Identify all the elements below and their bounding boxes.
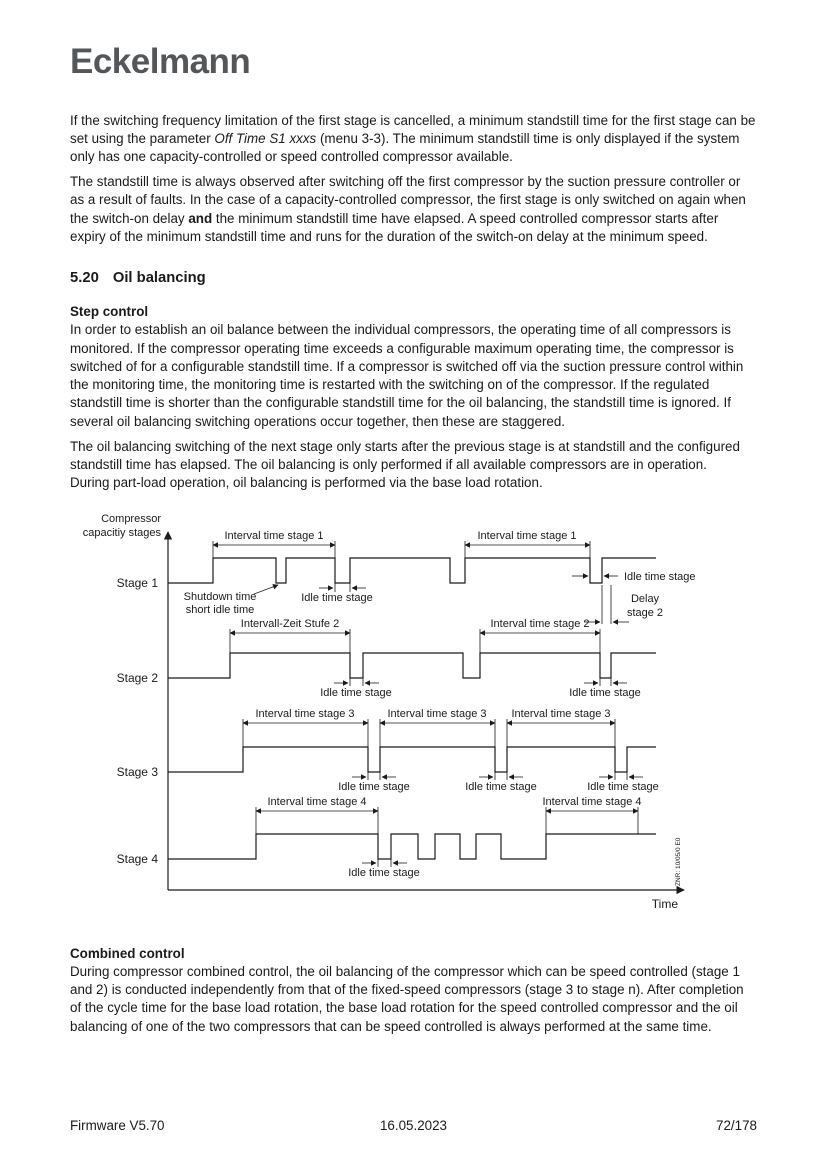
shutdown-label-line1: Shutdown time xyxy=(183,591,257,604)
interval-label-s4b: Interval time stage 4 xyxy=(542,796,642,809)
timing-diagram-svg xyxy=(78,510,723,925)
eckelmann-logo: Eckelmann xyxy=(70,42,251,81)
interval-label-s3c: Interval time stage 3 xyxy=(511,708,611,721)
stage-1-label: Stage 1 xyxy=(116,576,158,591)
step-control-paragraph-2: The oil balancing switching of the next stage only starts after the previous stage is at standstill and the configured standstill time has elapsed. The oil balancing is only performed if all available compressors are in operation. xyxy=(70,438,740,472)
intro-p2-post: the minimum standstill time have elapsed. A speed controlled compressor starts after expiry of the minimum standstill time and runs for the duration of the switch-on delay at the minimum speed. xyxy=(70,210,719,244)
stage-1-waveform xyxy=(168,558,656,583)
interval-label-s4a: Interval time stage 4 xyxy=(267,796,367,809)
stage-3-label: Stage 3 xyxy=(116,765,158,780)
section-title: Oil balancing xyxy=(112,270,206,287)
stage-3-track xyxy=(168,708,659,793)
idle-label-s3c: Idle time stage xyxy=(587,781,659,794)
combined-control-paragraph: During compressor combined control, the oil balancing of the compressor which can be speed controlled (stage 1 and 2) is conducted independently from that of the fixed-speed compressors (stage 3 to stage n). After completion of the cycle time for the base load rotation, the base load rotation for the speed controlled compressor and the oil balancing of one of the two compressors that can be speed controlled is always performed at the same time. xyxy=(70,963,744,1034)
section-heading xyxy=(70,268,757,288)
interval-label-s2b: Interval time stage 2 xyxy=(490,618,590,631)
stage-3-waveform xyxy=(168,747,656,772)
oil-balancing-timing-diagram xyxy=(78,510,757,930)
intro-paragraph-2 xyxy=(70,173,757,246)
stage-4-label: Stage 4 xyxy=(116,852,158,867)
intro-paragraph-1 xyxy=(70,112,757,167)
step-control-paragraph-1: In order to establish an oil balance between the individual compressors, the operating time of all compressors is monitored. If the compressor operating time exceeds a configurable maximum operating time, the compressor is switched of for a configurable standstill time. If a compressor is switched off via the suction pressure control within the monitoring time, the monitoring time is restarted with the switching on of the compressor. If the regulated standstill time is shorter than the configurable standstill time for the oil balancing, the standstill time is ignored. If several oil balancing switching operations occur together, then these are staggered. xyxy=(70,322,744,429)
stage-2-label: Stage 2 xyxy=(116,671,158,686)
footer-page-number: 72/178 xyxy=(716,1118,757,1133)
interval-label-s1b: Interval time stage 1 xyxy=(477,530,577,543)
stage-2-track xyxy=(168,618,656,699)
y-axis-label-line2: capacitiy stages xyxy=(82,527,161,540)
stage-1-track xyxy=(168,530,696,624)
idle-label-s3b: Idle time stage xyxy=(465,781,537,794)
interval-label-s3a: Interval time stage 3 xyxy=(255,708,355,721)
idle-label-s2a: Idle time stage xyxy=(320,687,392,700)
stage-4-waveform xyxy=(168,834,656,859)
idle-label-s1a: Idle time stage xyxy=(301,592,373,605)
y-axis-label-line1: Compressor xyxy=(101,513,161,526)
footer-date: 16.05.2023 xyxy=(379,1118,448,1133)
shutdown-label-line2: short idle time xyxy=(185,604,255,617)
idle-label-s2b: Idle time stage xyxy=(569,687,641,700)
step-control-heading: Step control xyxy=(70,304,149,320)
stage-2-waveform xyxy=(168,653,656,678)
delay-label-line2: stage 2 xyxy=(626,607,664,620)
parameter-name: Off Time S1 xxxs xyxy=(214,130,317,146)
idle-label-s4a: Idle time stage xyxy=(348,867,420,880)
combined-control-heading: Combined control xyxy=(70,945,185,961)
page-footer xyxy=(0,1118,827,1133)
shutdown-pointer xyxy=(254,585,278,594)
interval-label-s2a: Intervall-Zeit Stufe 2 xyxy=(240,618,340,631)
intro-p1-post: (menu 3-3). The minimum standstill time is only displayed if the system only has one capacity-controlled or speed controlled compressor available. xyxy=(70,130,740,165)
interval-label-s3b: Interval time stage 3 xyxy=(387,708,487,721)
intro-p2-bold: and xyxy=(188,210,213,226)
drawing-number: ZNR: 10/05/0 E0 xyxy=(675,838,682,887)
idle-label-s1b: Idle time stage xyxy=(624,571,696,584)
intro-p1-pre: If the switching frequency limitation of the first stage is cancelled, a minimum standstill time for the first stage can be set using the parameter xyxy=(70,112,756,146)
idle-label-s3a: Idle time stage xyxy=(338,781,410,794)
x-axis-label: Time xyxy=(651,897,678,912)
section-number: 5.20 xyxy=(70,270,99,287)
interval-label-s1a: Interval time stage 1 xyxy=(224,530,324,543)
footer-firmware-version: Firmware V5.70 xyxy=(70,1118,165,1133)
step-control-paragraph-3: During part-load operation, oil balancing is performed via the base load rotation. xyxy=(70,475,543,491)
delay-label-line1: Delay xyxy=(630,593,660,606)
intro-p2-pre: The standstill time is always observed after switching off the first compressor by the suction pressure controller or as a result of faults. In the case of a capacity-controlled compressor, the first stage is only switched on again when the switch-on delay xyxy=(70,174,746,226)
stage-4-track xyxy=(168,796,656,879)
